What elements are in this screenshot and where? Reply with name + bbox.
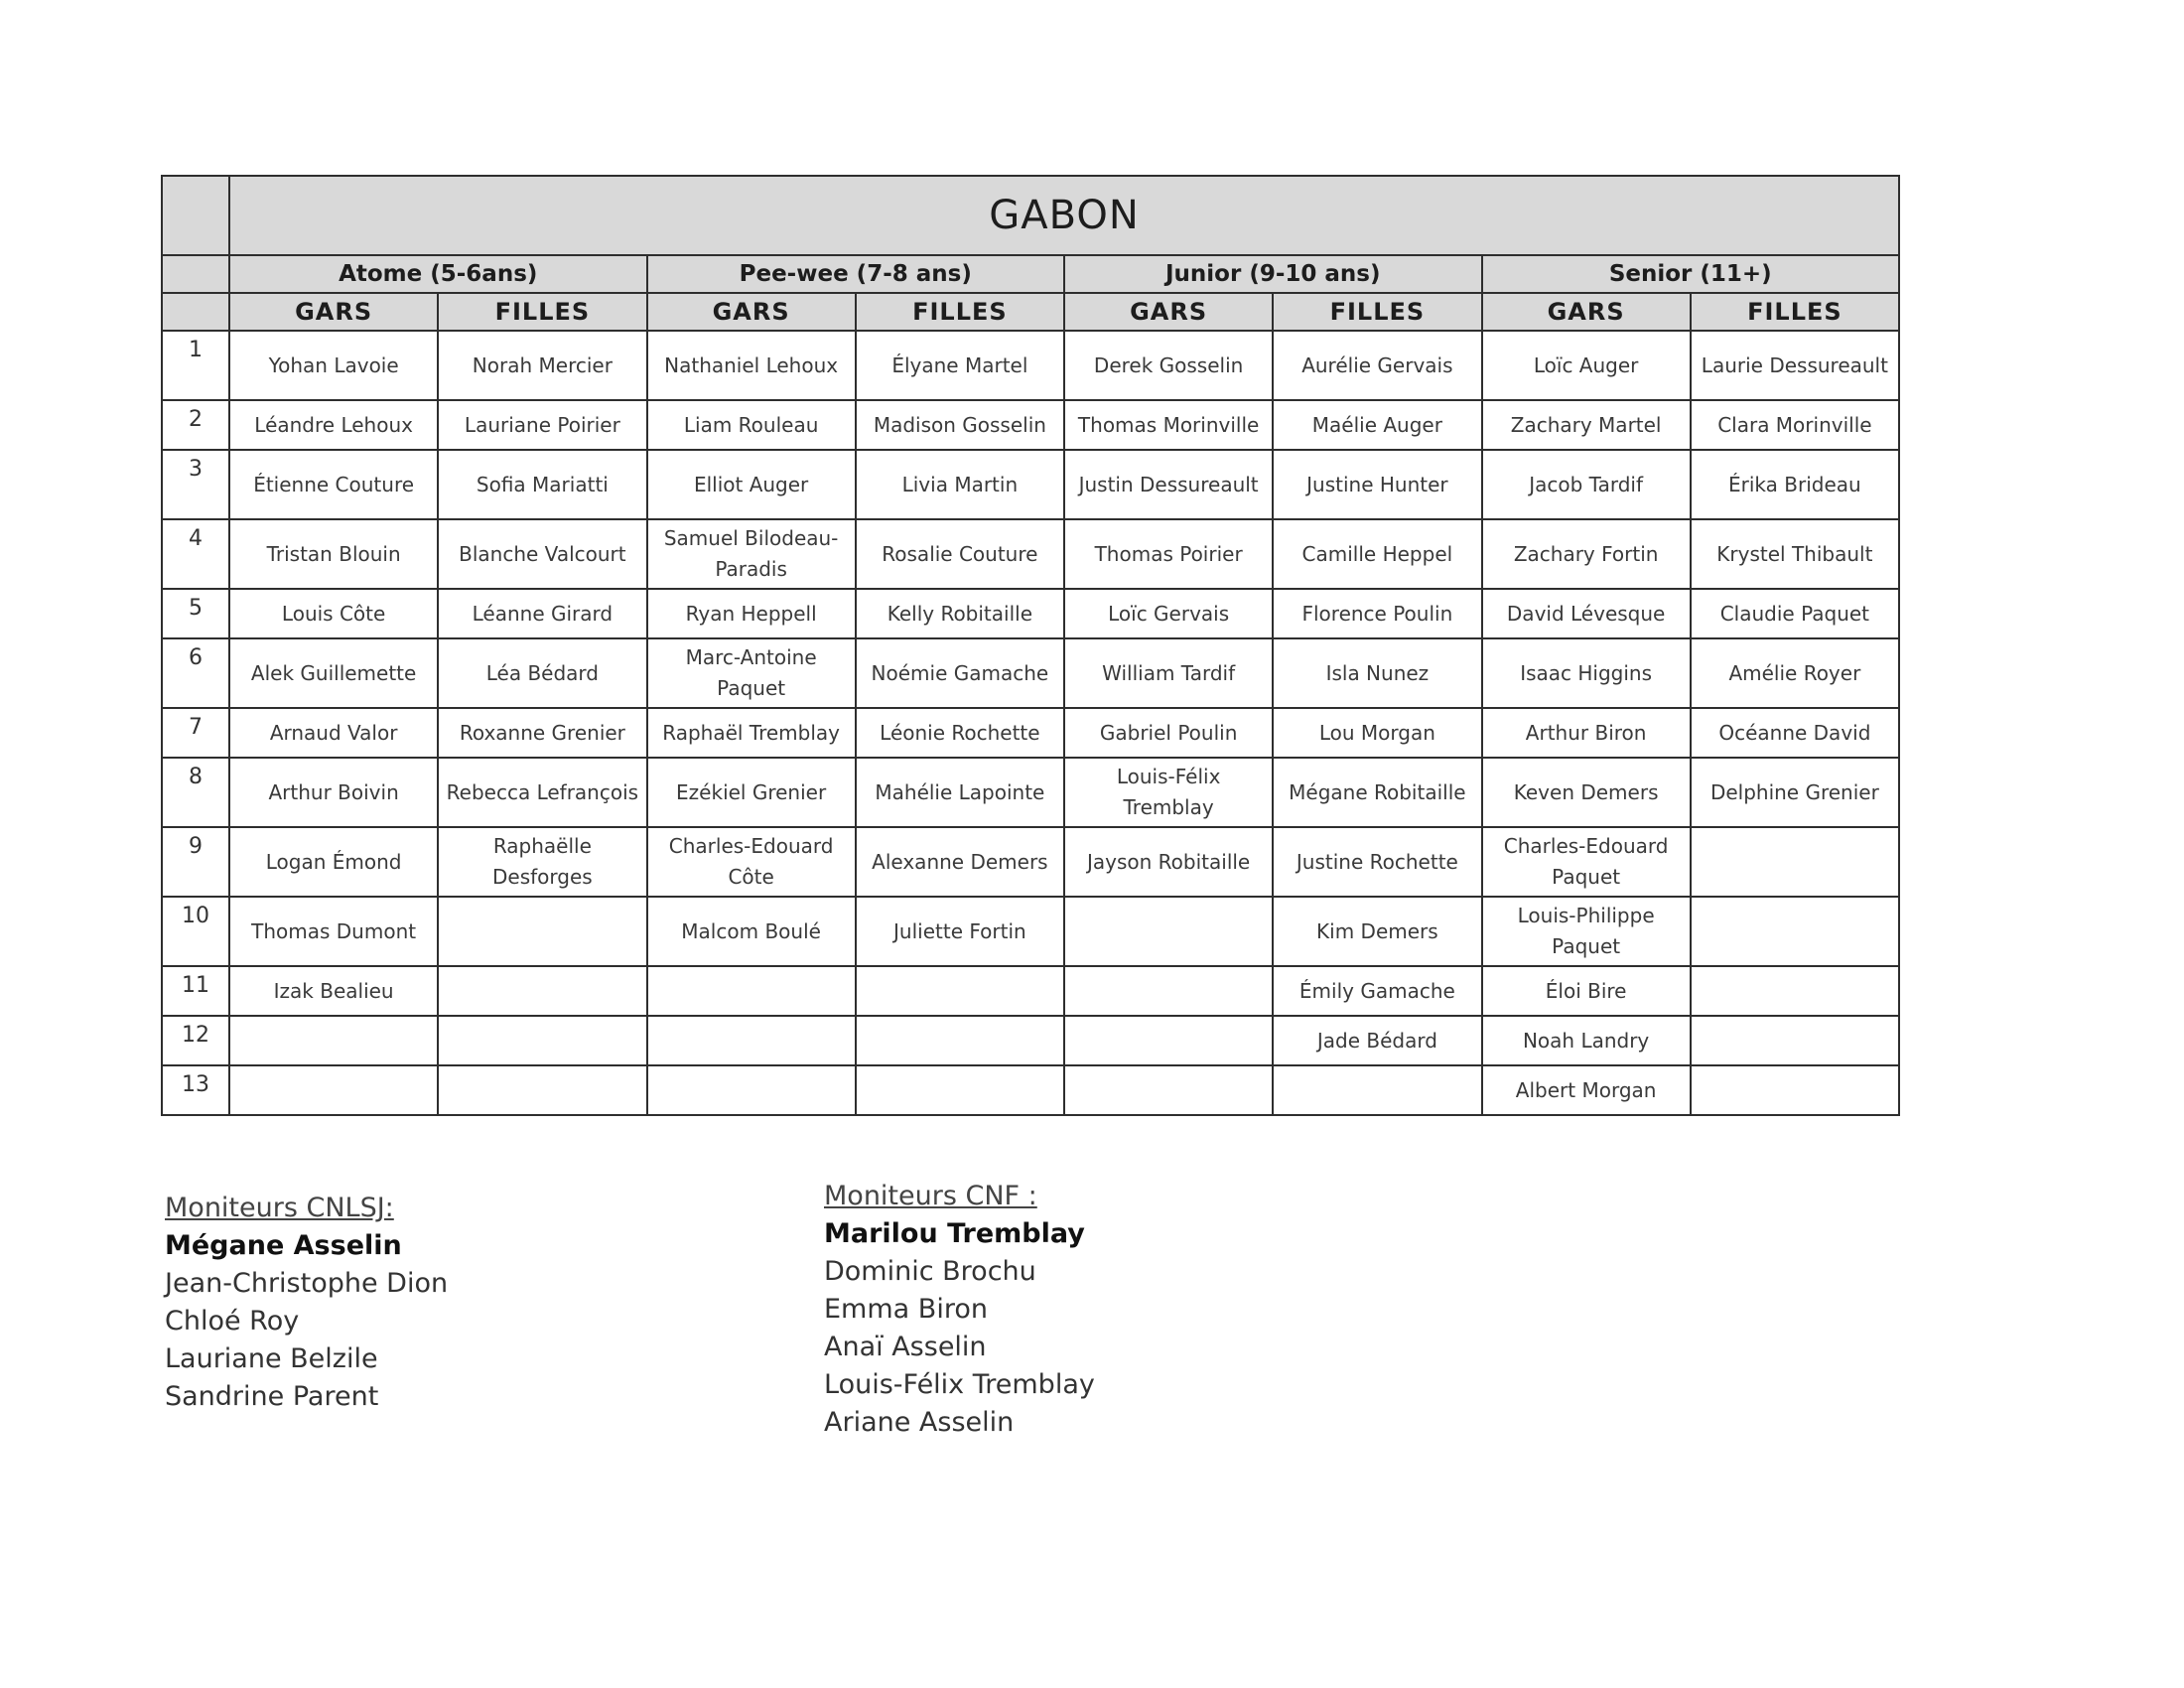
camper-name-cell: Jacob Tardif xyxy=(1482,450,1691,519)
camper-name-cell: Arthur Biron xyxy=(1482,708,1691,758)
row-number: 8 xyxy=(162,758,229,827)
camper-name-cell xyxy=(438,1065,646,1115)
camper-name-cell: Kim Demers xyxy=(1273,897,1481,966)
camper-name-cell: Justine Rochette xyxy=(1273,827,1481,897)
camper-name-cell: Mégane Robitaille xyxy=(1273,758,1481,827)
camper-name-cell xyxy=(438,897,646,966)
row-number: 10 xyxy=(162,897,229,966)
table-title: GABON xyxy=(229,176,1899,255)
camper-name-cell: Zachary Fortin xyxy=(1482,519,1691,589)
girls-header: FILLES xyxy=(1273,293,1481,331)
staff-member: Anaï Asselin xyxy=(824,1332,987,1362)
camper-name-cell: Mahélie Lapointe xyxy=(856,758,1064,827)
boys-header: GARS xyxy=(229,293,438,331)
table-row xyxy=(162,589,1899,638)
camper-name-cell: Justin Dessureault xyxy=(1064,450,1273,519)
camper-name-cell: Léa Bédard xyxy=(438,638,646,708)
camper-name-cell: Loïc Gervais xyxy=(1064,589,1273,638)
staff-member: Jean-Christophe Dion xyxy=(165,1268,449,1299)
camper-name-cell xyxy=(647,966,856,1016)
staff-member: Chloé Roy xyxy=(165,1306,300,1336)
camper-name-cell: Lauriane Poirier xyxy=(438,400,646,450)
girls-header: FILLES xyxy=(1691,293,1899,331)
camper-name-cell: Elliot Auger xyxy=(647,450,856,519)
camper-name-cell xyxy=(1064,966,1273,1016)
staff-list-cnf xyxy=(824,1178,1095,1442)
camper-name-cell: Roxanne Grenier xyxy=(438,708,646,758)
table-row xyxy=(162,1065,1899,1115)
camper-name-cell: Étienne Couture xyxy=(229,450,438,519)
camper-name-cell: Claudie Paquet xyxy=(1691,589,1899,638)
camper-name-cell: Tristan Blouin xyxy=(229,519,438,589)
camper-name-cell: Norah Mercier xyxy=(438,331,646,400)
camper-name-cell: Charles-Edouard Côte xyxy=(647,827,856,897)
camper-name-cell: Juliette Fortin xyxy=(856,897,1064,966)
boys-header: GARS xyxy=(1064,293,1273,331)
camper-name-cell: Sofia Mariatti xyxy=(438,450,646,519)
camper-name-cell: Ezékiel Grenier xyxy=(647,758,856,827)
camper-name-cell: Liam Rouleau xyxy=(647,400,856,450)
camper-name-cell: Érika Brideau xyxy=(1691,450,1899,519)
camper-name-cell: Amélie Royer xyxy=(1691,638,1899,708)
camper-name-cell: Éloi Bire xyxy=(1482,966,1691,1016)
camper-name-cell: Jayson Robitaille xyxy=(1064,827,1273,897)
camper-name-cell xyxy=(856,1065,1064,1115)
staff-lead: Marilou Tremblay xyxy=(824,1218,1085,1249)
camper-name-cell: Malcom Boulé xyxy=(647,897,856,966)
camper-name-cell: Isaac Higgins xyxy=(1482,638,1691,708)
table-row xyxy=(162,519,1899,589)
camper-name-cell xyxy=(1691,966,1899,1016)
staff-member: Louis-Félix Tremblay xyxy=(824,1369,1095,1400)
camper-name-cell: Yohan Lavoie xyxy=(229,331,438,400)
row-number: 6 xyxy=(162,638,229,708)
table-row xyxy=(162,638,1899,708)
camper-name-cell xyxy=(1691,1065,1899,1115)
table-row xyxy=(162,708,1899,758)
camper-name-cell xyxy=(856,966,1064,1016)
camper-name-cell: Léanne Girard xyxy=(438,589,646,638)
boys-header: GARS xyxy=(1482,293,1691,331)
camper-name-cell xyxy=(229,1065,438,1115)
camper-name-cell xyxy=(1064,1016,1273,1065)
camper-name-cell: Krystel Thibault xyxy=(1691,519,1899,589)
staff-member: Emma Biron xyxy=(824,1294,988,1325)
row-number: 12 xyxy=(162,1016,229,1065)
row-number: 13 xyxy=(162,1065,229,1115)
camper-name-cell: Keven Demers xyxy=(1482,758,1691,827)
table-row xyxy=(162,897,1899,966)
camper-name-cell: Jade Bédard xyxy=(1273,1016,1481,1065)
camper-name-cell: Raphaël Tremblay xyxy=(647,708,856,758)
camper-name-cell xyxy=(647,1065,856,1115)
age-group-row xyxy=(162,255,1899,293)
camper-name-cell xyxy=(1273,1065,1481,1115)
staff-heading: Moniteurs CNF : xyxy=(824,1181,1037,1211)
camper-name-cell xyxy=(647,1016,856,1065)
staff-member: Sandrine Parent xyxy=(165,1381,379,1412)
row-number: 4 xyxy=(162,519,229,589)
table-row xyxy=(162,758,1899,827)
camper-name-cell xyxy=(1691,827,1899,897)
camper-name-cell xyxy=(1691,1016,1899,1065)
row-number: 1 xyxy=(162,331,229,400)
camper-name-cell: Alexanne Demers xyxy=(856,827,1064,897)
camper-name-cell xyxy=(1691,897,1899,966)
girls-header: FILLES xyxy=(856,293,1064,331)
group-header-atome: Atome (5-6ans) xyxy=(229,255,647,293)
camper-name-cell: Océanne David xyxy=(1691,708,1899,758)
row-number: 9 xyxy=(162,827,229,897)
camper-name-cell: Kelly Robitaille xyxy=(856,589,1064,638)
camper-name-cell xyxy=(856,1016,1064,1065)
camper-name-cell: Zachary Martel xyxy=(1482,400,1691,450)
table-row xyxy=(162,450,1899,519)
camper-name-cell: Noémie Gamache xyxy=(856,638,1064,708)
camper-name-cell: Izak Bealieu xyxy=(229,966,438,1016)
camper-name-cell: Derek Gosselin xyxy=(1064,331,1273,400)
camper-name-cell xyxy=(1064,1065,1273,1115)
corner-cell xyxy=(162,293,229,331)
staff-lead: Mégane Asselin xyxy=(165,1230,402,1261)
camper-name-cell: Alek Guillemette xyxy=(229,638,438,708)
camper-name-cell: Arnaud Valor xyxy=(229,708,438,758)
camper-name-cell: Léandre Lehoux xyxy=(229,400,438,450)
staff-member: Lauriane Belzile xyxy=(165,1343,378,1374)
table-row xyxy=(162,827,1899,897)
table-row xyxy=(162,331,1899,400)
camper-name-cell: Thomas Morinville xyxy=(1064,400,1273,450)
title-row xyxy=(162,176,1899,255)
staff-heading: Moniteurs CNLSJ: xyxy=(165,1193,394,1223)
camper-name-cell: Samuel Bilodeau-Paradis xyxy=(647,519,856,589)
camper-name-cell: Rosalie Couture xyxy=(856,519,1064,589)
camper-name-cell: William Tardif xyxy=(1064,638,1273,708)
camper-name-cell: Raphaëlle Desforges xyxy=(438,827,646,897)
group-header-peewee: Pee-wee (7-8 ans) xyxy=(647,255,1065,293)
camper-name-cell xyxy=(229,1016,438,1065)
camper-name-cell: Madison Gosselin xyxy=(856,400,1064,450)
group-header-junior: Junior (9-10 ans) xyxy=(1064,255,1482,293)
camper-name-cell: Thomas Dumont xyxy=(229,897,438,966)
camper-name-cell: Loïc Auger xyxy=(1482,331,1691,400)
corner-cell xyxy=(162,255,229,293)
camper-name-cell xyxy=(438,1016,646,1065)
corner-cell xyxy=(162,176,229,255)
camper-name-cell: Louis Côte xyxy=(229,589,438,638)
camper-name-cell: Aurélie Gervais xyxy=(1273,331,1481,400)
table-row xyxy=(162,400,1899,450)
camper-name-cell: Isla Nunez xyxy=(1273,638,1481,708)
camper-name-cell: Maélie Auger xyxy=(1273,400,1481,450)
table-row xyxy=(162,966,1899,1016)
camper-name-cell: Louis-Félix Tremblay xyxy=(1064,758,1273,827)
camper-name-cell: Clara Morinville xyxy=(1691,400,1899,450)
row-number: 3 xyxy=(162,450,229,519)
camper-name-cell xyxy=(438,966,646,1016)
boys-header: GARS xyxy=(647,293,856,331)
roster-table xyxy=(161,175,1900,1116)
camper-name-cell xyxy=(1064,897,1273,966)
camper-name-cell: Émily Gamache xyxy=(1273,966,1481,1016)
camper-name-cell: Marc-Antoine Paquet xyxy=(647,638,856,708)
camper-name-cell: Albert Morgan xyxy=(1482,1065,1691,1115)
camper-name-cell: Justine Hunter xyxy=(1273,450,1481,519)
row-number: 11 xyxy=(162,966,229,1016)
table-row xyxy=(162,1016,1899,1065)
camper-name-cell: Noah Landry xyxy=(1482,1016,1691,1065)
camper-name-cell: Camille Heppel xyxy=(1273,519,1481,589)
girls-header: FILLES xyxy=(438,293,646,331)
camper-name-cell: Lou Morgan xyxy=(1273,708,1481,758)
sex-header-row xyxy=(162,293,1899,331)
staff-list-cnlsj xyxy=(165,1190,448,1416)
camper-name-cell: Florence Poulin xyxy=(1273,589,1481,638)
camper-name-cell: Léonie Rochette xyxy=(856,708,1064,758)
staff-member: Ariane Asselin xyxy=(824,1407,1015,1438)
camper-name-cell: Ryan Heppell xyxy=(647,589,856,638)
row-number: 2 xyxy=(162,400,229,450)
camper-name-cell: Rebecca Lefrançois xyxy=(438,758,646,827)
row-number: 5 xyxy=(162,589,229,638)
camper-name-cell: Élyane Martel xyxy=(856,331,1064,400)
camper-name-cell: Livia Martin xyxy=(856,450,1064,519)
camper-name-cell: Nathaniel Lehoux xyxy=(647,331,856,400)
camper-name-cell: Delphine Grenier xyxy=(1691,758,1899,827)
camper-name-cell: Thomas Poirier xyxy=(1064,519,1273,589)
camper-name-cell: Charles-Edouard Paquet xyxy=(1482,827,1691,897)
camper-name-cell: Blanche Valcourt xyxy=(438,519,646,589)
camper-name-cell: Louis-Philippe Paquet xyxy=(1482,897,1691,966)
camper-name-cell: Logan Émond xyxy=(229,827,438,897)
staff-member: Dominic Brochu xyxy=(824,1256,1036,1287)
group-header-senior: Senior (11+) xyxy=(1482,255,1900,293)
camper-name-cell: Gabriel Poulin xyxy=(1064,708,1273,758)
row-number: 7 xyxy=(162,708,229,758)
camper-name-cell: Laurie Dessureault xyxy=(1691,331,1899,400)
camper-name-cell: Arthur Boivin xyxy=(229,758,438,827)
camper-name-cell: David Lévesque xyxy=(1482,589,1691,638)
